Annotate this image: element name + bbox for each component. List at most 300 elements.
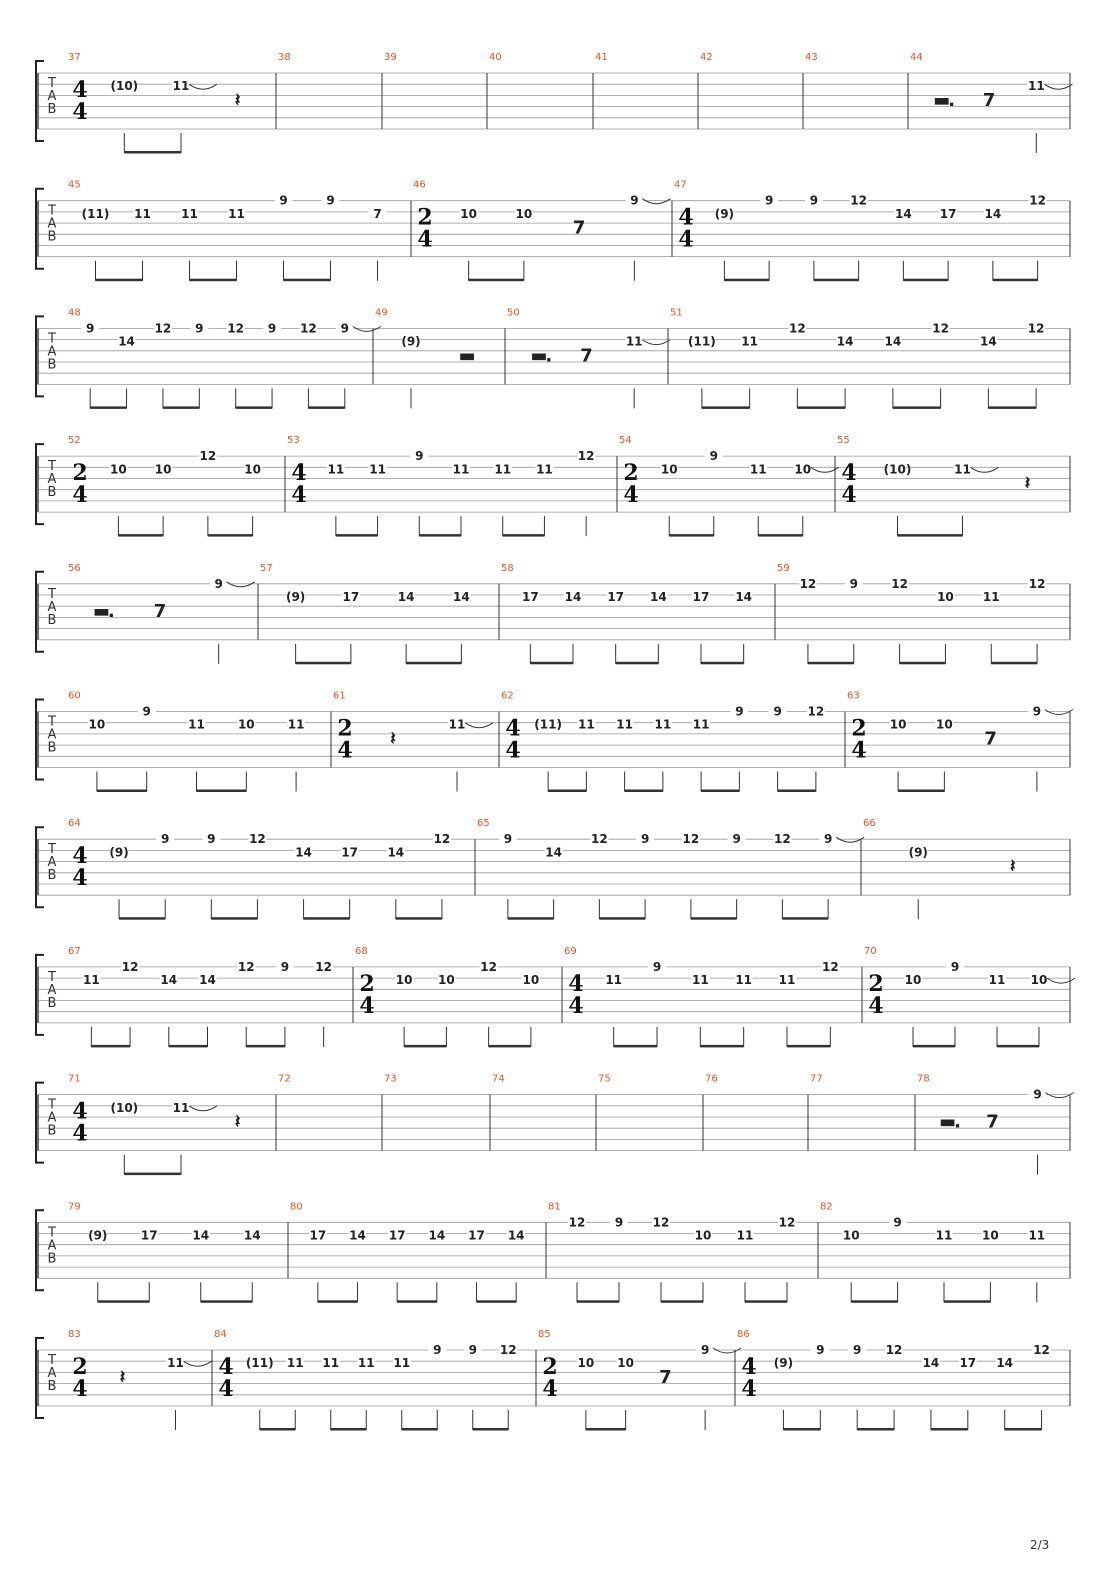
fret-number: 10 [1030,973,1048,988]
measure-number: 66 [863,818,876,830]
fret-number: 9 [700,1343,710,1357]
tie-arc [1046,1093,1074,1098]
fret-number: 12 [121,959,139,974]
note-beam [913,1045,955,1048]
measure-58 [501,563,753,665]
note-beam [503,534,545,537]
measure-number: 58 [501,562,514,574]
rest-dot: . [107,600,115,622]
fret-number: 9 [433,1343,442,1357]
measure-number: 39 [384,52,397,63]
fret-number: 10 [937,590,954,604]
tab-clef-letter: A [47,855,57,871]
note-beam [898,534,963,537]
note-beam [997,1045,1039,1048]
fret-number: 11 [578,717,595,732]
rest-symbol: ▬ [530,345,548,367]
measure-number: 73 [384,1073,397,1085]
time-signature-top: 2 [868,970,884,997]
note-beam [724,279,769,282]
fret-number: 11 [778,973,796,988]
fret-number: 17 [342,590,360,604]
tab-clef-letter: T [48,842,56,858]
fret-number: 10 [110,462,127,477]
note-beam [701,790,739,793]
note-beam [814,279,859,282]
rest-symbol: ▬ [92,600,110,622]
measure-number: 37 [68,52,81,63]
fret-number: 12 [249,832,266,847]
fret-number: 14 [428,1228,446,1243]
measure-number: 83 [68,1329,81,1340]
time-signature-bottom: 4 [868,992,884,1019]
rest-symbol: 𝄽 [1024,473,1031,495]
measure-40 [489,52,502,63]
fret-number: 11 [228,206,245,221]
fret-number: 14 [649,590,667,604]
measure-57 [260,563,470,665]
fret-number: 14 [397,590,415,604]
tie-arc [189,1106,217,1111]
fret-number: 12 [237,959,255,974]
measure-number: 40 [489,52,502,63]
note-beam [599,917,645,920]
note-beam [406,662,461,665]
note-beam [260,1428,296,1431]
measure-70 [864,946,1075,1048]
measure-number: 81 [548,1201,561,1213]
tab-clef-letter: B [47,995,57,1011]
note-beam [614,1045,657,1048]
measure-78 [917,1074,1074,1175]
note-beam [616,662,659,665]
measure-number: 76 [705,1073,718,1085]
measure-number: 57 [260,562,273,574]
tab-clef-letter: B [47,612,57,628]
measure-number: 64 [68,818,81,830]
note-beam [1005,1428,1042,1431]
time-signature-bottom: 4 [337,737,353,764]
measure-number: 72 [278,1073,291,1085]
note-beam [691,917,737,920]
note-beam [991,662,1037,665]
fret-number: 10 [577,1356,595,1371]
measure-number: 45 [68,179,81,191]
measure-number: 70 [864,945,877,957]
time-signature-bottom: 4 [72,482,88,509]
note-beam [782,917,828,920]
measure-75 [598,1074,611,1085]
measure-number: 47 [674,179,687,191]
fret-number: 9 [142,704,151,719]
tab-system [36,1074,1074,1176]
time-signature-top: 4 [72,77,88,103]
note-beam [625,790,663,793]
time-signature-bottom: 4 [359,992,375,1019]
measure-86 [737,1329,1051,1431]
fret-number: 12 [499,1343,517,1357]
fret-number: 11 [172,1100,190,1115]
note-beam [489,1045,531,1048]
tab-clef-letter: T [48,459,56,475]
fret-number: 9 [893,1215,902,1230]
fret-number: 10 [982,1228,999,1243]
fret-number: 12 [433,832,451,847]
note-beam [701,662,744,665]
time-signature-top: 4 [505,715,521,742]
measure-number: 80 [290,1201,303,1213]
fret-number: 17 [607,590,625,604]
fret-number: 17 [692,590,710,604]
tab-system [36,946,1075,1048]
fret-number: (9) [773,1356,794,1371]
measure-47 [674,180,1047,282]
fret-number: 12 [799,576,817,591]
rest-symbol: 7 [982,90,996,111]
time-signature-bottom: 4 [568,992,584,1019]
measure-59 [777,563,1046,665]
fret-number: 9 [950,959,960,974]
note-beam [336,534,378,537]
note-beam [469,279,524,282]
note-beam [208,534,253,537]
tab-system [36,435,1070,536]
time-signature-top: 4 [72,1098,88,1125]
fret-number: 10 [842,1228,860,1243]
fret-number: 14 [895,206,912,221]
measure-number: 78 [917,1073,930,1085]
tab-clef-letter: B [47,740,57,756]
time-signature-top: 2 [542,1354,558,1380]
measure-83 [68,1329,212,1430]
tab-clef-letter: A [47,1110,57,1126]
fret-number: 9 [709,449,718,464]
tab-system [36,818,1070,920]
tab-clef-letter: B [47,102,57,117]
note-beam [477,1300,517,1303]
fret-number: 14 [243,1228,261,1243]
fret-number: 9 [1032,704,1042,719]
tie-arc [713,1348,741,1353]
fret-number: 14 [507,1228,525,1243]
fret-number: 10 [395,973,413,988]
measure-54 [619,435,839,536]
tie-arc [1047,978,1075,983]
time-signature-top: 4 [218,1354,234,1380]
fret-number: 12 [154,321,172,336]
measure-number: 51 [670,307,683,319]
note-beam [419,534,461,537]
fret-number: 17 [468,1228,485,1243]
fret-number: 14 [199,973,216,988]
rest-symbol: 7 [153,600,167,622]
measure-number: 55 [837,435,850,447]
fret-number: (9) [285,590,306,604]
fret-number: 7 [373,206,382,221]
fret-number: 11 [1027,79,1045,94]
time-signature-top: 2 [72,460,88,487]
tie-arc [1044,84,1072,89]
fret-number: (11) [81,206,110,221]
fret-number: 12 [807,704,825,719]
tie-arc [184,1361,212,1366]
measure-80 [290,1201,525,1303]
note-beam [993,279,1038,282]
fret-number: 9 [853,1343,862,1357]
measure-number: 69 [564,945,577,957]
measure-55 [837,435,1031,536]
time-signature-bottom: 4 [72,1120,88,1147]
fret-number: (10) [110,79,139,94]
fret-number: 9 [809,193,819,208]
tab-system [36,1329,1070,1431]
fret-number: 10 [660,462,678,477]
tab-clef-letter: A [47,727,57,743]
fret-number: 9 [652,959,662,974]
measure-67 [68,946,333,1048]
fret-number: 11 [494,462,512,477]
fret-number: 10 [936,717,953,732]
measure-number: 60 [68,690,81,702]
time-signature-top: 4 [72,843,88,870]
tie-arc [642,199,670,204]
fret-number: (11) [688,334,716,349]
tab-system [36,691,1073,793]
fret-number: 9 [161,832,170,847]
note-beam [402,1428,438,1431]
note-beam [758,534,803,537]
fret-number: 10 [244,462,261,477]
fret-number: 12 [227,321,245,336]
tab-clef-letter: A [47,599,57,615]
fret-number: 14 [160,973,178,988]
note-beam [473,1428,509,1431]
measure-48 [68,307,381,409]
note-beam [169,1045,208,1048]
tab-system [36,307,1070,409]
measure-49 [375,307,476,408]
tab-clef-letter: T [48,586,56,602]
measure-50 [507,307,670,408]
fret-number: 12 [774,832,791,847]
fret-number: 12 [300,321,317,336]
rest-symbol: 7 [659,1367,672,1388]
measure-82 [820,1201,1046,1303]
tab-clef-letter: B [47,1251,57,1267]
measure-60 [68,691,305,793]
time-signature-top: 2 [623,460,639,487]
note-beam [700,1045,743,1048]
measure-72 [278,1074,291,1085]
time-signature-top: 2 [417,204,433,231]
note-beam [778,790,816,793]
time-signature-bottom: 4 [623,482,639,509]
note-beam [190,279,237,282]
note-beam [669,534,714,537]
measure-43 [805,52,818,63]
fret-number: 9 [614,1215,624,1230]
measure-number: 61 [333,690,346,702]
fret-number: 11 [287,717,305,732]
tab-clef-letter: T [48,969,56,985]
fret-number: 11 [692,717,710,732]
fret-number: 10 [88,717,106,732]
fret-number: 9 [816,1343,825,1357]
fret-number: 17 [341,845,359,860]
measure-46 [413,180,670,282]
fret-number: 14 [349,1228,366,1243]
tab-clef-letter: B [47,1123,57,1139]
fret-number: 9 [326,193,335,208]
measure-73 [384,1074,397,1085]
tab-system [36,1201,1070,1303]
fret-number: 11 [172,79,190,94]
fret-number: 11 [616,717,633,732]
tie-arc [189,84,217,89]
note-beam [586,1428,626,1431]
measure-61 [333,691,493,792]
note-beam [284,279,331,282]
fret-number: (9) [88,1228,108,1243]
tab-clef-letter: T [48,1225,56,1241]
time-signature-bottom: 4 [417,226,433,253]
note-beam [903,279,948,282]
page-number: 2/3 [1030,1538,1050,1552]
measure-number: 56 [68,562,81,574]
measure-number: 62 [501,690,514,702]
time-signature-bottom: 4 [291,482,307,509]
rest-symbol: 7 [572,217,586,239]
time-signature-top: 4 [291,460,307,487]
fret-number: 9 [849,576,858,591]
fret-number: 12 [682,832,700,847]
fret-number: (10) [110,1100,139,1115]
note-beam [783,1428,820,1431]
fret-number: 9 [86,321,95,336]
fret-number: 14 [453,590,470,604]
measure-number: 38 [278,52,291,63]
measure-62 [501,691,825,793]
fret-number: 11 [625,334,643,349]
rest-dot: . [948,90,956,111]
fret-number: 9 [732,832,741,847]
fret-number: 12 [1033,1343,1050,1357]
tab-clef-letter: B [47,229,57,245]
rest-symbol: 𝄽 [234,90,241,111]
measure-number: 42 [700,52,713,63]
note-beam [124,151,181,154]
tab-clef-letter: T [48,1353,56,1368]
tab-clef-letter: B [47,485,57,501]
fret-number: 9 [735,704,744,719]
note-beam [988,406,1036,409]
fret-number: 14 [295,845,312,860]
fret-number: 12 [480,959,497,974]
fret-number: 10 [515,206,533,221]
fret-number: 11 [134,206,151,221]
measure-51 [670,307,1045,409]
measure-52 [68,435,262,536]
fret-number: 9 [267,321,277,336]
fret-number: 12 [315,959,332,974]
measure-number: 77 [810,1073,823,1085]
fret-number: 9 [823,832,833,847]
measure-76 [705,1074,718,1085]
time-signature-bottom: 4 [542,1376,558,1402]
measure-number: 84 [214,1329,227,1340]
note-beam [893,406,941,409]
fret-number: 11 [393,1356,411,1371]
fret-number: 11 [536,462,553,477]
fret-number: 12 [652,1215,670,1230]
note-beam [661,1300,703,1303]
fret-number: 14 [980,334,997,349]
measure-number: 44 [910,52,923,63]
fret-number: 14 [922,1356,940,1371]
note-beam [118,534,163,537]
tab-clef-letter: B [47,868,57,884]
fret-number: 11 [741,334,758,349]
tab-clef-letter: T [48,76,56,91]
note-beam [787,1045,830,1048]
fret-number: 10 [438,973,455,988]
tab-clef-letter: A [47,1238,57,1254]
tie-arc [836,837,864,842]
fret-number: 9 [340,321,349,336]
fret-number: 12 [891,576,908,591]
note-beam [898,790,944,793]
note-beam [702,406,750,409]
note-beam [90,406,126,409]
fret-number: 12 [1028,576,1046,591]
measure-number: 50 [507,307,520,319]
note-beam [577,1300,619,1303]
measure-number: 41 [595,52,608,63]
rest-symbol: 7 [986,1111,999,1133]
measure-number: 71 [68,1073,81,1085]
measure-number: 85 [538,1329,551,1340]
measure-41 [595,52,608,63]
fret-number: 11 [1028,1228,1046,1243]
note-beam [96,279,143,282]
fret-number: 10 [694,1228,712,1243]
tie-arc [642,340,670,345]
fret-number: 9 [207,832,216,847]
note-beam [745,1300,787,1303]
note-beam [548,790,586,793]
note-beam [211,917,257,920]
measure-number: 86 [737,1329,750,1340]
fret-number: 10 [154,462,172,477]
fret-number: 12 [789,321,806,336]
measure-37 [68,52,241,154]
fret-number: 9 [773,704,782,719]
fret-number: 11 [654,717,672,732]
fret-number: 12 [885,1343,903,1357]
fret-number: 10 [794,462,812,477]
time-signature-top: 4 [568,970,584,997]
measure-number: 79 [68,1201,81,1213]
measure-81 [548,1201,796,1303]
fret-number: 10 [617,1356,634,1371]
fret-number: (11) [534,717,562,732]
note-beam [508,917,554,920]
time-signature-top: 2 [72,1354,88,1380]
fret-number: 14 [735,590,753,604]
fret-number: 12 [577,449,595,464]
fret-number: 9 [214,576,223,591]
fret-number: 14 [192,1228,210,1243]
